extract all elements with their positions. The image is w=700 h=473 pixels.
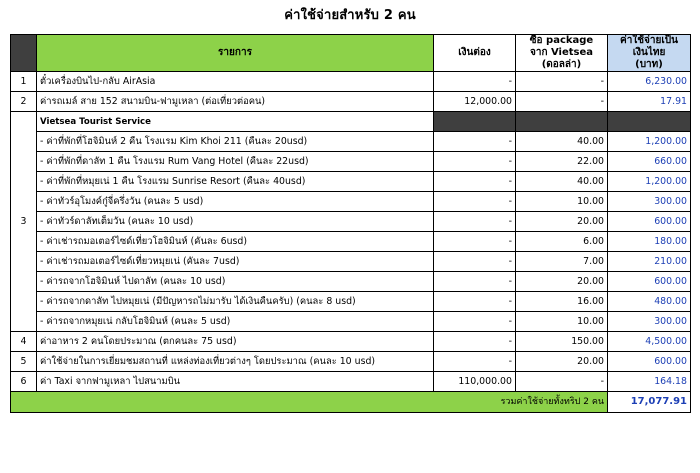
- row-baht: -: [434, 312, 516, 332]
- row-baht: -: [434, 232, 516, 252]
- row-thb: 480.00: [608, 292, 691, 312]
- row-usd: 10.00: [516, 192, 608, 212]
- row-item: - ค่าที่พักที่โฮจิมินห์ 2 คืน โรงแรม Kim Khoi 211 (คืนละ 20usd): [37, 132, 434, 152]
- row-thb: 17.91: [608, 92, 691, 112]
- table-row: [11, 272, 691, 292]
- row-usd: -: [516, 72, 608, 92]
- row-thb: 210.00: [608, 252, 691, 272]
- total-label: รวมค่าใช้จ่ายทั้งทริป 2 คน: [11, 392, 608, 413]
- row-thb: 180.00: [608, 232, 691, 252]
- row-baht: -: [434, 292, 516, 312]
- row-usd: 22.00: [516, 152, 608, 172]
- row-thb: 300.00: [608, 312, 691, 332]
- section-heading: Vietsea Tourist Service: [37, 112, 434, 132]
- row-usd: 150.00: [516, 332, 608, 352]
- table-row: [11, 192, 691, 212]
- row-baht: -: [434, 132, 516, 152]
- table-row: [11, 212, 691, 232]
- total-row: [11, 392, 691, 413]
- row-thb: 600.00: [608, 212, 691, 232]
- table-row: [11, 312, 691, 332]
- row-usd: 40.00: [516, 172, 608, 192]
- row-item: - ค่ารถจากโฮจิมินห์ ไปดาลัท (คนละ 10 usd): [37, 272, 434, 292]
- row-thb: 600.00: [608, 272, 691, 292]
- row-item: - ค่าเช่ารถมอเตอร์ไซด์เที่ยวหมุยเน่ (คันละ 7usd): [37, 252, 434, 272]
- table-row: [11, 352, 691, 372]
- table-row: [11, 172, 691, 192]
- table-row: [11, 372, 691, 392]
- row-baht: -: [434, 212, 516, 232]
- row-baht: -: [434, 332, 516, 352]
- row-baht: 12,000.00: [434, 92, 516, 112]
- row-thb: 1,200.00: [608, 172, 691, 192]
- row-item: - ค่าเช่ารถมอเตอร์ไซด์เที่ยวโฮจิมินห์ (คันละ 6usd): [37, 232, 434, 252]
- table-row: [11, 252, 691, 272]
- header-package-line2: จาก Vietsea: [529, 47, 594, 58]
- header-package-line1: ซื้อ package: [529, 35, 594, 46]
- header-package: [516, 35, 608, 72]
- row-item: - ค่ารถจากดาลัท ไปหมุยเน่ (มีปัญหารถไม่มารับ ได้เงินคืนครับ) (คนละ 8 usd): [37, 292, 434, 312]
- row-thb: 300.00: [608, 192, 691, 212]
- row-usd: 20.00: [516, 352, 608, 372]
- row-thb: 6,230.00: [608, 72, 691, 92]
- row-usd: 6.00: [516, 232, 608, 252]
- row-baht: -: [434, 152, 516, 172]
- table-row: [11, 232, 691, 252]
- table-row: [11, 152, 691, 172]
- sheet-title: ค่าใช้จ่ายสำหรับ 2 คน: [284, 8, 416, 23]
- header-thb-line2: เงินไทย: [632, 47, 666, 58]
- total-value: 17,077.91: [608, 392, 691, 413]
- row-usd: 20.00: [516, 272, 608, 292]
- row-baht: -: [434, 352, 516, 372]
- table-row: [11, 72, 691, 92]
- row-item: ค่ารถเมล์ สาย 152 สนามบิน-ฟามูเหลา (ต่อเที่ยวต่อคน): [37, 92, 434, 112]
- header-no-cell: [11, 35, 37, 72]
- section-dark-cell: [608, 112, 691, 132]
- header-item: รายการ: [37, 35, 434, 72]
- table-row: [11, 292, 691, 312]
- row-item: ค่าอาหาร 2 คนโดยประมาณ (ตกคนละ 75 usd): [37, 332, 434, 352]
- header-thb-line1: ค่าใช้จ่ายเป็น: [620, 35, 678, 46]
- row-item: - ค่าทัวร์ดาลัทเต็มวัน (คนละ 10 usd): [37, 212, 434, 232]
- table-row: [11, 92, 691, 112]
- header-package-line3: (ดอลล่า): [541, 59, 582, 70]
- section-dark-cell: [516, 112, 608, 132]
- row-item: ตั๋วเครื่องบินไป-กลับ AirAsia: [37, 72, 434, 92]
- row-item: ค่าใช้จ่ายในการเยี่ยมชมสถานที่ แหล่งท่องเที่ยวต่างๆ โดยประมาณ (คนละ 10 usd): [37, 352, 434, 372]
- header-thb-line3: (บาท): [635, 59, 663, 70]
- row-usd: 7.00: [516, 252, 608, 272]
- row-number: 5: [11, 352, 37, 372]
- row-number: 4: [11, 332, 37, 352]
- section-heading-row: [11, 112, 691, 132]
- row-item: - ค่าที่พักที่หมุยเน่ 1 คืน โรงแรม Sunrise Resort (คืนละ 40usd): [37, 172, 434, 192]
- row-thb: 660.00: [608, 152, 691, 172]
- row-number: 2: [11, 92, 37, 112]
- row-number: 1: [11, 72, 37, 92]
- row-baht: 110,000.00: [434, 372, 516, 392]
- row-usd: 10.00: [516, 312, 608, 332]
- table-row: [11, 332, 691, 352]
- row-baht: -: [434, 172, 516, 192]
- row-usd: -: [516, 92, 608, 112]
- header-thb: [608, 35, 691, 72]
- row-usd: 40.00: [516, 132, 608, 152]
- row-thb: 600.00: [608, 352, 691, 372]
- row-thb: 164.18: [608, 372, 691, 392]
- expense-table: [10, 34, 691, 413]
- row-item: ค่า Taxi จากฟามูเหลา ไปสนามบิน: [37, 372, 434, 392]
- row-baht: -: [434, 252, 516, 272]
- row-baht: -: [434, 192, 516, 212]
- row-item: - ค่าที่พักที่ดาลัท 1 คืน โรงแรม Rum Vang Hotel (คืนละ 22usd): [37, 152, 434, 172]
- table-row: [11, 132, 691, 152]
- row-usd: 16.00: [516, 292, 608, 312]
- row-thb: 4,500.00: [608, 332, 691, 352]
- row-item: - ค่าทัวร์อุโมงค์กู๋จี่ครึ่งวัน (คนละ 5 usd): [37, 192, 434, 212]
- row-number: 6: [11, 372, 37, 392]
- row-item: - ค่ารถจากหมุยเน่ กลับโฮจิมินห์ (คนละ 5 usd): [37, 312, 434, 332]
- section-number: 3: [11, 112, 37, 332]
- row-usd: -: [516, 372, 608, 392]
- section-dark-cell: [434, 112, 516, 132]
- header-row: [11, 35, 691, 72]
- row-usd: 20.00: [516, 212, 608, 232]
- row-baht: -: [434, 72, 516, 92]
- row-thb: 1,200.00: [608, 132, 691, 152]
- header-baht: เงินต่อง: [434, 35, 516, 72]
- row-baht: -: [434, 272, 516, 292]
